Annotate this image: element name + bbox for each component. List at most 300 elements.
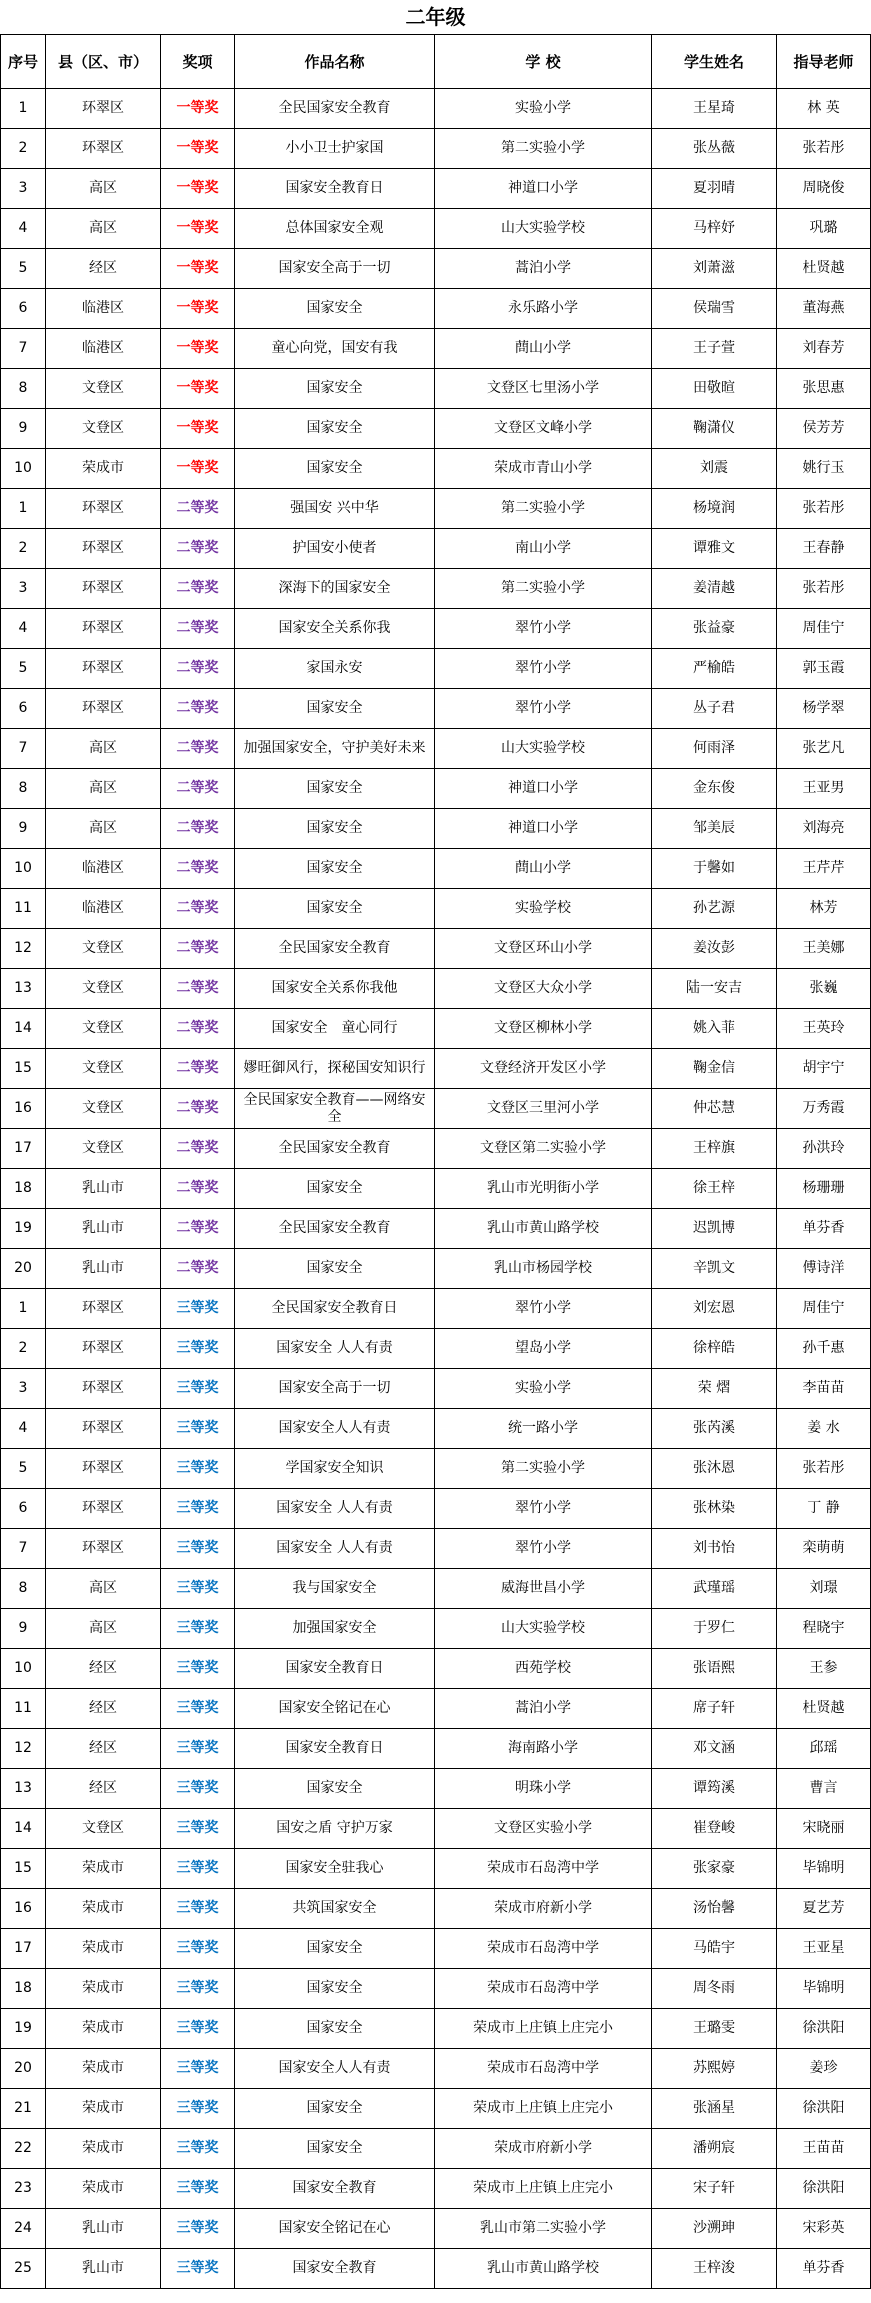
county-cell: 高区 — [46, 1569, 161, 1609]
teacher-cell: 徐洪阳 — [777, 2009, 871, 2049]
teacher-cell: 毕锦明 — [777, 1969, 871, 2009]
work-title-cell: 国家安全 — [235, 769, 435, 809]
teacher-cell: 孙千惠 — [777, 1329, 871, 1369]
school-cell: 荣成市府新小学 — [435, 2129, 652, 2169]
teacher-cell: 巩璐 — [777, 209, 871, 249]
county-cell: 高区 — [46, 209, 161, 249]
award-cell: 一等奖 — [161, 169, 235, 209]
table-row — [1, 209, 871, 249]
seq-cell: 9 — [1, 809, 46, 849]
seq-cell: 10 — [1, 1649, 46, 1689]
award-cell: 三等奖 — [161, 1489, 235, 1529]
award-cell: 三等奖 — [161, 2049, 235, 2089]
work-title-cell: 国家安全 — [235, 289, 435, 329]
school-cell: 山大实验学校 — [435, 729, 652, 769]
student-name-cell: 刘萧滋 — [652, 249, 777, 289]
award-cell: 三等奖 — [161, 1569, 235, 1609]
award-cell: 三等奖 — [161, 1529, 235, 1569]
table-row — [1, 1289, 871, 1329]
student-name-cell: 邹美辰 — [652, 809, 777, 849]
work-title-cell: 国家安全 — [235, 1249, 435, 1289]
award-cell: 三等奖 — [161, 1929, 235, 1969]
header-seq: 序号 — [1, 35, 46, 89]
award-cell: 三等奖 — [161, 1769, 235, 1809]
awards-table — [0, 34, 871, 2289]
school-cell: 乳山市第二实验小学 — [435, 2209, 652, 2249]
student-name-cell: 武瑾瑶 — [652, 1569, 777, 1609]
header-teacher: 指导老师 — [777, 35, 871, 89]
school-cell: 明珠小学 — [435, 1769, 652, 1809]
county-cell: 文登区 — [46, 1049, 161, 1089]
award-cell: 三等奖 — [161, 1369, 235, 1409]
award-cell: 三等奖 — [161, 1649, 235, 1689]
school-cell: 山大实验学校 — [435, 1609, 652, 1649]
teacher-cell: 徐洪阳 — [777, 2089, 871, 2129]
award-cell: 三等奖 — [161, 1689, 235, 1729]
seq-cell: 23 — [1, 2169, 46, 2209]
award-cell: 二等奖 — [161, 849, 235, 889]
student-name-cell: 鞠金信 — [652, 1049, 777, 1089]
work-title-cell: 国家安全教育日 — [235, 169, 435, 209]
school-cell: 荣成市上庄镇上庄完小 — [435, 2089, 652, 2129]
table-row — [1, 689, 871, 729]
seq-cell: 21 — [1, 2089, 46, 2129]
seq-cell: 24 — [1, 2209, 46, 2249]
student-name-cell: 姜汝彭 — [652, 929, 777, 969]
award-cell: 二等奖 — [161, 729, 235, 769]
student-name-cell: 谭雅文 — [652, 529, 777, 569]
student-name-cell: 王子萱 — [652, 329, 777, 369]
school-cell: 文登区三里河小学 — [435, 1089, 652, 1129]
student-name-cell: 何雨泽 — [652, 729, 777, 769]
teacher-cell: 杨珊珊 — [777, 1169, 871, 1209]
student-name-cell: 姚入菲 — [652, 1009, 777, 1049]
table-row — [1, 1729, 871, 1769]
work-title-cell: 国家安全 — [235, 1169, 435, 1209]
award-cell: 二等奖 — [161, 929, 235, 969]
teacher-cell: 周晓俊 — [777, 169, 871, 209]
seq-cell: 14 — [1, 1809, 46, 1849]
award-cell: 二等奖 — [161, 609, 235, 649]
award-cell: 一等奖 — [161, 409, 235, 449]
teacher-cell: 王春静 — [777, 529, 871, 569]
county-cell: 临港区 — [46, 849, 161, 889]
teacher-cell: 孙洪玲 — [777, 1129, 871, 1169]
teacher-cell: 王美娜 — [777, 929, 871, 969]
table-row — [1, 809, 871, 849]
county-cell: 临港区 — [46, 329, 161, 369]
work-title-cell: 国家安全铭记在心 — [235, 2209, 435, 2249]
student-name-cell: 于罗仁 — [652, 1609, 777, 1649]
award-cell: 一等奖 — [161, 369, 235, 409]
award-cell: 二等奖 — [161, 689, 235, 729]
work-title-cell: 全民国家安全教育 — [235, 1129, 435, 1169]
student-name-cell: 杨境润 — [652, 489, 777, 529]
teacher-cell: 董海燕 — [777, 289, 871, 329]
table-row — [1, 1129, 871, 1169]
award-cell: 二等奖 — [161, 489, 235, 529]
award-cell: 一等奖 — [161, 449, 235, 489]
seq-cell: 14 — [1, 1009, 46, 1049]
work-title-cell: 全民国家安全教育——网络安全 — [235, 1089, 435, 1129]
seq-cell: 5 — [1, 249, 46, 289]
seq-cell: 13 — [1, 969, 46, 1009]
seq-cell: 11 — [1, 889, 46, 929]
table-row — [1, 129, 871, 169]
student-name-cell: 马梓妤 — [652, 209, 777, 249]
seq-cell: 5 — [1, 649, 46, 689]
award-cell: 三等奖 — [161, 1329, 235, 1369]
table-row — [1, 609, 871, 649]
school-cell: 神道口小学 — [435, 769, 652, 809]
student-name-cell: 张丛薇 — [652, 129, 777, 169]
student-name-cell: 崔登峻 — [652, 1809, 777, 1849]
work-title-cell: 国家安全教育 — [235, 2169, 435, 2209]
student-name-cell: 侯瑞雪 — [652, 289, 777, 329]
award-cell: 三等奖 — [161, 1289, 235, 1329]
seq-cell: 10 — [1, 849, 46, 889]
seq-cell: 18 — [1, 1969, 46, 2009]
county-cell: 文登区 — [46, 969, 161, 1009]
county-cell: 环翠区 — [46, 1289, 161, 1329]
seq-cell: 8 — [1, 369, 46, 409]
school-cell: 统一路小学 — [435, 1409, 652, 1449]
county-cell: 经区 — [46, 1689, 161, 1729]
seq-cell: 17 — [1, 1929, 46, 1969]
teacher-cell: 刘璟 — [777, 1569, 871, 1609]
work-title-cell: 国家安全教育日 — [235, 1729, 435, 1769]
school-cell: 文登区环山小学 — [435, 929, 652, 969]
county-cell: 临港区 — [46, 889, 161, 929]
teacher-cell: 邱瑶 — [777, 1729, 871, 1769]
seq-cell: 16 — [1, 1889, 46, 1929]
teacher-cell: 姚行玉 — [777, 449, 871, 489]
teacher-cell: 毕锦明 — [777, 1849, 871, 1889]
award-cell: 二等奖 — [161, 1169, 235, 1209]
county-cell: 荣成市 — [46, 1849, 161, 1889]
county-cell: 环翠区 — [46, 689, 161, 729]
work-title-cell: 全民国家安全教育 — [235, 89, 435, 129]
award-cell: 三等奖 — [161, 1889, 235, 1929]
seq-cell: 15 — [1, 1849, 46, 1889]
school-cell: 翠竹小学 — [435, 1289, 652, 1329]
seq-cell: 13 — [1, 1769, 46, 1809]
table-row — [1, 1249, 871, 1289]
table-row — [1, 569, 871, 609]
seq-cell: 6 — [1, 1489, 46, 1529]
table-row — [1, 369, 871, 409]
award-cell: 一等奖 — [161, 129, 235, 169]
table-row — [1, 89, 871, 129]
seq-cell: 4 — [1, 609, 46, 649]
school-cell: 荣成市上庄镇上庄完小 — [435, 2169, 652, 2209]
student-name-cell: 徐梓皓 — [652, 1329, 777, 1369]
award-cell: 二等奖 — [161, 1049, 235, 1089]
school-cell: 蒿泊小学 — [435, 1689, 652, 1729]
award-cell: 一等奖 — [161, 329, 235, 369]
work-title-cell: 国家安全 — [235, 1769, 435, 1809]
student-name-cell: 陆一安吉 — [652, 969, 777, 1009]
school-cell: 神道口小学 — [435, 169, 652, 209]
table-row — [1, 1969, 871, 2009]
seq-cell: 7 — [1, 729, 46, 769]
seq-cell: 3 — [1, 169, 46, 209]
county-cell: 经区 — [46, 1769, 161, 1809]
table-row — [1, 969, 871, 1009]
student-name-cell: 金东俊 — [652, 769, 777, 809]
teacher-cell: 周佳宁 — [777, 1289, 871, 1329]
teacher-cell: 姜珍 — [777, 2049, 871, 2089]
table-row — [1, 249, 871, 289]
work-title-cell: 全民国家安全教育 — [235, 1209, 435, 1249]
school-cell: 西苑学校 — [435, 1649, 652, 1689]
student-name-cell: 汤怡馨 — [652, 1889, 777, 1929]
seq-cell: 12 — [1, 1729, 46, 1769]
award-cell: 三等奖 — [161, 1849, 235, 1889]
work-title-cell: 国家安全教育日 — [235, 1649, 435, 1689]
student-name-cell: 鞠潇仪 — [652, 409, 777, 449]
student-name-cell: 徐王梓 — [652, 1169, 777, 1209]
table-row — [1, 1769, 871, 1809]
student-name-cell: 辛凯文 — [652, 1249, 777, 1289]
award-cell: 一等奖 — [161, 89, 235, 129]
county-cell: 荣成市 — [46, 2169, 161, 2209]
teacher-cell: 林 英 — [777, 89, 871, 129]
student-name-cell: 丛子君 — [652, 689, 777, 729]
work-title-cell: 国家安全高于一切 — [235, 249, 435, 289]
work-title-cell: 童心向党，国安有我 — [235, 329, 435, 369]
teacher-cell: 胡宇宁 — [777, 1049, 871, 1089]
teacher-cell: 杨学翠 — [777, 689, 871, 729]
teacher-cell: 张若彤 — [777, 1449, 871, 1489]
table-row — [1, 489, 871, 529]
student-name-cell: 王璐雯 — [652, 2009, 777, 2049]
award-cell: 三等奖 — [161, 1729, 235, 1769]
student-name-cell: 张沐恩 — [652, 1449, 777, 1489]
award-cell: 三等奖 — [161, 1449, 235, 1489]
county-cell: 环翠区 — [46, 1329, 161, 1369]
table-row — [1, 1209, 871, 1249]
teacher-cell: 张思惠 — [777, 369, 871, 409]
award-cell: 二等奖 — [161, 809, 235, 849]
seq-cell: 10 — [1, 449, 46, 489]
table-row — [1, 1089, 871, 1129]
work-title-cell: 国家安全 — [235, 849, 435, 889]
county-cell: 荣成市 — [46, 2009, 161, 2049]
seq-cell: 3 — [1, 569, 46, 609]
award-cell: 二等奖 — [161, 529, 235, 569]
work-title-cell: 国家安全 — [235, 369, 435, 409]
work-title-cell: 国家安全 — [235, 689, 435, 729]
student-name-cell: 王星琦 — [652, 89, 777, 129]
teacher-cell: 张若彤 — [777, 569, 871, 609]
table-row — [1, 169, 871, 209]
award-cell: 三等奖 — [161, 2009, 235, 2049]
seq-cell: 19 — [1, 1209, 46, 1249]
county-cell: 乳山市 — [46, 1209, 161, 1249]
table-row — [1, 289, 871, 329]
student-name-cell: 张林染 — [652, 1489, 777, 1529]
work-title-cell: 加强国家安全，守护美好未来 — [235, 729, 435, 769]
school-cell: 翠竹小学 — [435, 609, 652, 649]
table-row — [1, 1689, 871, 1729]
school-cell: 文登经济开发区小学 — [435, 1049, 652, 1089]
county-cell: 文登区 — [46, 1009, 161, 1049]
table-row — [1, 1809, 871, 1849]
teacher-cell: 张巍 — [777, 969, 871, 1009]
work-title-cell: 总体国家安全观 — [235, 209, 435, 249]
work-title-cell: 国家安全驻我心 — [235, 1849, 435, 1889]
teacher-cell: 王苗苗 — [777, 2129, 871, 2169]
teacher-cell: 张艺凡 — [777, 729, 871, 769]
teacher-cell: 宋彩英 — [777, 2209, 871, 2249]
table-row — [1, 1929, 871, 1969]
work-title-cell: 国家安全 — [235, 1969, 435, 2009]
county-cell: 环翠区 — [46, 1489, 161, 1529]
work-title-cell: 深海下的国家安全 — [235, 569, 435, 609]
teacher-cell: 夏艺芳 — [777, 1889, 871, 1929]
county-cell: 环翠区 — [46, 1449, 161, 1489]
county-cell: 环翠区 — [46, 1369, 161, 1409]
work-title-cell: 国家安全 童心同行 — [235, 1009, 435, 1049]
school-cell: 荣成市府新小学 — [435, 1889, 652, 1929]
school-cell: 翠竹小学 — [435, 689, 652, 729]
teacher-cell: 栾萌萌 — [777, 1529, 871, 1569]
seq-cell: 19 — [1, 2009, 46, 2049]
award-cell: 三等奖 — [161, 1609, 235, 1649]
award-cell: 三等奖 — [161, 2129, 235, 2169]
county-cell: 荣成市 — [46, 2129, 161, 2169]
table-row — [1, 729, 871, 769]
seq-cell: 8 — [1, 769, 46, 809]
school-cell: 乳山市光明街小学 — [435, 1169, 652, 1209]
award-cell: 一等奖 — [161, 209, 235, 249]
seq-cell: 22 — [1, 2129, 46, 2169]
student-name-cell: 张家豪 — [652, 1849, 777, 1889]
teacher-cell: 李苗苗 — [777, 1369, 871, 1409]
school-cell: 南山小学 — [435, 529, 652, 569]
seq-cell: 18 — [1, 1169, 46, 1209]
header-work-title: 作品名称 — [235, 35, 435, 89]
teacher-cell: 刘春芳 — [777, 329, 871, 369]
county-cell: 高区 — [46, 809, 161, 849]
work-title-cell: 国安之盾 守护万家 — [235, 1809, 435, 1849]
school-cell: 实验小学 — [435, 89, 652, 129]
teacher-cell: 王亚星 — [777, 1929, 871, 1969]
school-cell: 荣成市石岛湾中学 — [435, 1929, 652, 1969]
award-cell: 三等奖 — [161, 2249, 235, 2289]
table-row — [1, 1369, 871, 1409]
teacher-cell: 王芹芹 — [777, 849, 871, 889]
work-title-cell: 国家安全人人有责 — [235, 1409, 435, 1449]
teacher-cell: 徐洪阳 — [777, 2169, 871, 2209]
seq-cell: 9 — [1, 1609, 46, 1649]
table-row — [1, 1049, 871, 1089]
county-cell: 文登区 — [46, 929, 161, 969]
teacher-cell: 曹言 — [777, 1769, 871, 1809]
table-body — [1, 89, 871, 2289]
work-title-cell: 国家安全 — [235, 2089, 435, 2129]
student-name-cell: 邓文涵 — [652, 1729, 777, 1769]
work-title-cell: 小小卫士护家国 — [235, 129, 435, 169]
county-cell: 环翠区 — [46, 489, 161, 529]
student-name-cell: 席子轩 — [652, 1689, 777, 1729]
school-cell: 山大实验学校 — [435, 209, 652, 249]
student-name-cell: 于馨如 — [652, 849, 777, 889]
school-cell: 荣成市上庄镇上庄完小 — [435, 2009, 652, 2049]
work-title-cell: 我与国家安全 — [235, 1569, 435, 1609]
county-cell: 乳山市 — [46, 2209, 161, 2249]
work-title-cell: 国家安全 — [235, 449, 435, 489]
teacher-cell: 傅诗洋 — [777, 1249, 871, 1289]
student-name-cell: 沙溯珅 — [652, 2209, 777, 2249]
county-cell: 临港区 — [46, 289, 161, 329]
award-cell: 二等奖 — [161, 1249, 235, 1289]
county-cell: 荣成市 — [46, 1929, 161, 1969]
table-row — [1, 1849, 871, 1889]
table-row — [1, 409, 871, 449]
student-name-cell: 刘书怡 — [652, 1529, 777, 1569]
county-cell: 高区 — [46, 729, 161, 769]
student-name-cell: 王梓浚 — [652, 2249, 777, 2289]
student-name-cell: 田敬暄 — [652, 369, 777, 409]
county-cell: 高区 — [46, 769, 161, 809]
award-cell: 二等奖 — [161, 1089, 235, 1129]
school-cell: 翠竹小学 — [435, 1529, 652, 1569]
work-title-cell: 全民国家安全教育 — [235, 929, 435, 969]
school-cell: 荣成市石岛湾中学 — [435, 2049, 652, 2089]
seq-cell: 9 — [1, 409, 46, 449]
school-cell: 海南路小学 — [435, 1729, 652, 1769]
student-name-cell: 张芮溪 — [652, 1409, 777, 1449]
county-cell: 荣成市 — [46, 1889, 161, 1929]
teacher-cell: 王参 — [777, 1649, 871, 1689]
header-county: 县（区、市） — [46, 35, 161, 89]
seq-cell: 6 — [1, 289, 46, 329]
seq-cell: 4 — [1, 209, 46, 249]
student-name-cell: 张涵星 — [652, 2089, 777, 2129]
teacher-cell: 侯芳芳 — [777, 409, 871, 449]
seq-cell: 4 — [1, 1409, 46, 1449]
teacher-cell: 万秀霞 — [777, 1089, 871, 1129]
work-title-cell: 国家安全 — [235, 409, 435, 449]
county-cell: 经区 — [46, 1729, 161, 1769]
teacher-cell: 郭玉霞 — [777, 649, 871, 689]
student-name-cell: 马皓宇 — [652, 1929, 777, 1969]
student-name-cell: 周冬雨 — [652, 1969, 777, 2009]
table-row — [1, 1489, 871, 1529]
table-row — [1, 649, 871, 689]
school-cell: 文登区七里汤小学 — [435, 369, 652, 409]
county-cell: 经区 — [46, 249, 161, 289]
seq-cell: 15 — [1, 1049, 46, 1089]
work-title-cell: 护国安小使者 — [235, 529, 435, 569]
county-cell: 荣成市 — [46, 2049, 161, 2089]
county-cell: 环翠区 — [46, 529, 161, 569]
work-title-cell: 国家安全 — [235, 2129, 435, 2169]
seq-cell: 20 — [1, 1249, 46, 1289]
county-cell: 荣成市 — [46, 2089, 161, 2129]
county-cell: 文登区 — [46, 1809, 161, 1849]
table-row — [1, 1329, 871, 1369]
seq-cell: 17 — [1, 1129, 46, 1169]
award-cell: 三等奖 — [161, 1409, 235, 1449]
county-cell: 荣成市 — [46, 449, 161, 489]
teacher-cell: 宋晓丽 — [777, 1809, 871, 1849]
county-cell: 环翠区 — [46, 1529, 161, 1569]
county-cell: 文登区 — [46, 1089, 161, 1129]
seq-cell: 16 — [1, 1089, 46, 1129]
